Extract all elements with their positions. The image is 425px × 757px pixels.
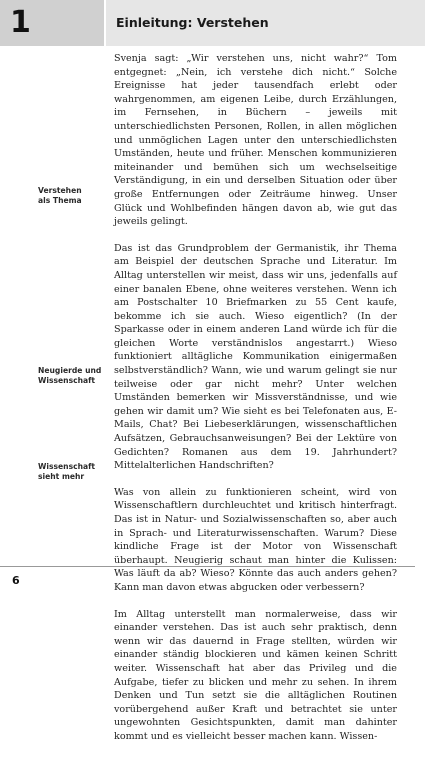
page-number: 6 (12, 574, 20, 587)
paragraph: Im Alltag unterstellt man normalerweise, dass wir einander verstehen. Das ist auch sehr praktisch, denn wenn wir das dauernd in Frage stellten, würden wir einander ständig blockieren und kämen keinen Schritt weiter. Wissenschaft hat aber das Privileg und die Aufgabe, tiefer zu blicken und mehr zu sehen. In ihrem Denken und Tun setzt sie die alltäglichen Routinen vorübergehend außer Kraft und betrachtet sie unter ungewohnten Gesichtspunkten, damit man dahinter kommt und es vielleicht besser machen kann. Wissen- (114, 608, 397, 742)
paragraph: Svenja sagt: „Wir verstehen uns, nicht wahr?“ Tom entgegnet: „Nein, ich verstehe dich nicht.“ Solche Ereignisse hat jeder tausendfach erlebt oder wahrgenommen, am eigenen Leibe, durch Erzählungen, im Fernsehen, in Büchern – jeweils mit unterschiedlichsten Personen, Rollen, in allen möglichen und unmöglichen Lagen unter den unterschiedlichsten Umständen, heute und früher. Menschen kommunizieren miteinander und bemühen sich um wechselseitige Verständigung, in ein und derselben Situation oder über große Entfernungen oder Zeiträume hinweg. Unser Glück und Wohlbefinden hängen davon ab, wie gut das jeweils gelingt. (114, 53, 397, 228)
chapter-header (0, 0, 425, 46)
paragraph: Was von allein zu funktionieren scheint, wird von Wissenschaftlern durchleuchtet und kritisch hinterfragt. Das ist in Natur- und Sozialwissenschaften so, aber auch in Sprach- und Literaturwissenschaften. Warum? Diese kindliche Frage ist der Motor von Wissenschaft überhaupt. Neugierig schaut man hinter die Kulissen: Was läuft da ab? Wieso? Könnte das auch anders gehen? Kann man davon etwas abgucken oder verbessern? (114, 486, 397, 593)
sidenote-neugierde-und-wissenschaft: Neugierde und Wissenschaft (38, 366, 102, 385)
sidenote-wissenschaft-sieht-mehr: Wissenschaft sieht mehr (38, 462, 96, 481)
chapter-title: Einleitung: Verstehen (116, 15, 269, 30)
footer-rule (0, 566, 415, 567)
paragraph: Das ist das Grundproblem der Germanistik, ihr Thema am Beispiel der deutschen Sprache und Literatur. Im Alltag unterstellen wir meist, dass wir uns, jedenfalls auf einer banalen Ebene, ohne weiteres verstehen. Wenn ich am Postschalter 10 Briefmarken zu 55 Cent kaufe, bekomme ich sie auch. Wieso eigentlich? (In der Sparkasse oder in einem anderen Land würde ich für die gleichen Worte verständnislos angestarrt.) Wieso funktioniert alltägliche Kommunikation einigermaßen selbstverständlich? Wann, wie und warum gelingt sie nur teilweise oder gar nicht mehr? Unter welchen Umständen bemerken wir Missverständnisse, und wie gehen wir damit um? Wie sieht es bei Telefonaten aus, E-Mails, Chat? Bei Liebeserklärungen, wissenschaftlichen Aufsätzen, Gebrauchsanweisungen? Bei der Lektüre von Gedichten? Romanen aus dem 19. Jahrhundert? Mittelalterlichen Handschriften? (114, 242, 397, 472)
body-text (114, 52, 397, 757)
chapter-title-box (106, 0, 425, 46)
chapter-number: 1 (10, 5, 31, 40)
chapter-number-box (0, 0, 104, 46)
sidenote-verstehen-als-thema: Verstehen als Thema (38, 186, 82, 205)
